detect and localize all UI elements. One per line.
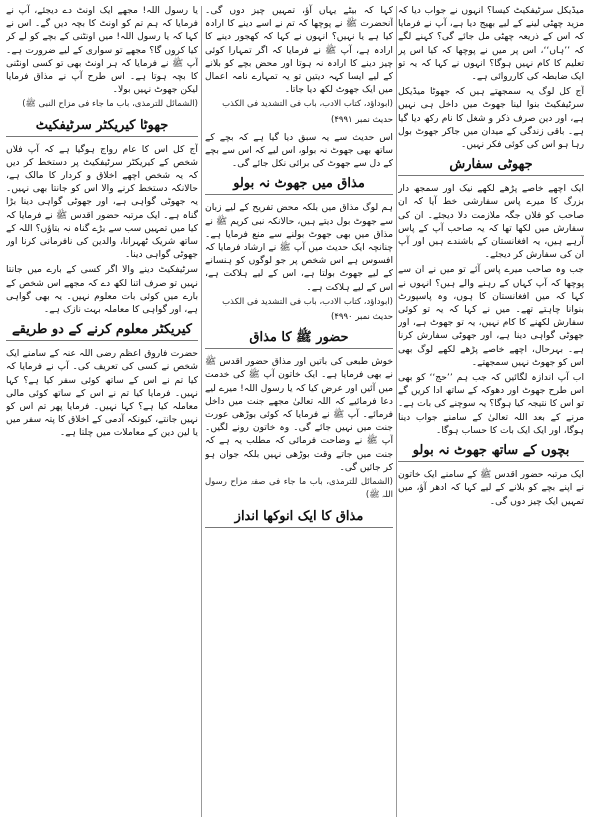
paragraph: اس حدیث سے یہ سبق دیا گیا ہے کہ بچے کے ساتھ بھی جھوٹ نہ بولو، اس لیے کہ اس سے بچے کے دل سے جھوٹ کی برائی نکل جائے گی۔ bbox=[205, 131, 393, 170]
column-divider bbox=[201, 6, 202, 817]
citation: (الشمائل للترمذی، باب ما جاء فی صفۃ مزاح رسول اللہ ﷺ) bbox=[205, 477, 393, 501]
paragraph: آج کل اس کا عام رواج ہوگیا ہے کہ آپ فلاں شخص کے کیریکٹر سرٹیفکیٹ پر دستخط کر دیں کہ یہ شخص اچھے اخلاق و کردار کا مالک ہے، حالانکہ دستخط کرنے والا اس کو جانتا بھی نہیں۔ یہ جھوٹی گواہی ہے، اور جھوٹی گواہی دینا بڑا گناہ ہے۔ ایک مرتبہ حضور اقدس ﷺ نے فرمایا کہ کیا میں تمہیں سب سے بڑے گناہ نہ بتاؤں؟ اللہ کے ساتھ شریک ٹھہرانا، والدین کی نافرمانی کرنا اور جھوٹی گواہی دینا۔ bbox=[6, 143, 198, 261]
section-heading: مذاق میں جھوٹ نہ بولو bbox=[205, 176, 393, 195]
paragraph: خوش طبعی کی باتیں اور مذاق حضور اقدس ﷺ نے بھی فرمایا ہے۔ ایک خاتون آپ ﷺ کی خدمت میں آئیں اور عرض کیا کہ یا رسول اللہ! میرے لیے دعا فرمائیے کہ اللہ تعالیٰ مجھے جنت میں داخل فرمائے۔ آپ ﷺ نے فرمایا کہ کوئی بوڑھی عورت جنت میں نہیں جائے گی۔ وہ خاتون رونے لگیں۔ آپ ﷺ نے وضاحت فرمائی کہ مطلب یہ ہے کہ جنت میں جاتے وقت بوڑھی نہیں بلکہ جوان ہو کر جائیں گی۔ bbox=[205, 356, 393, 473]
middle-column bbox=[205, 4, 393, 819]
section-heading: جھوٹا کیریکٹر سرٹیفکیٹ bbox=[6, 118, 198, 137]
heading-text: حضور ﷺ کا مذاق bbox=[249, 330, 349, 346]
section-heading: کیریکٹر معلوم کرنے کے دو طریقے bbox=[6, 322, 198, 341]
left-column bbox=[6, 4, 198, 819]
column-divider bbox=[396, 6, 397, 817]
right-column bbox=[398, 4, 584, 819]
paragraph: جب وہ صاحب میرے پاس آئے تو میں نے ان سے پوچھا کہ آپ کہاں کے رہنے والے ہیں؟ انہوں نے کہا کہ میں افغانستان کا ہوں، وہ پاسپورٹ بنوانا چاہتے تھے۔ میں نے کہا کہ یہ تو کوئی سفارش لکھنے کا کام نہیں، یہ تو جھوٹ ہے، اور جھوٹی گواہی دینا ہے، اور جھوٹی سفارش کرنا ہے۔ بہرحال، اچھے خاصے پڑھے لکھے لوگ بھی اس کو جھوٹ نہیں سمجھتے۔ bbox=[398, 264, 584, 368]
paragraph: حضرت فاروق اعظم رضی اللہ عنہ کے سامنے ایک شخص نے کسی کی تعریف کی۔ آپ نے فرمایا کہ کیا تم نے اس کے ساتھ کوئی سفر کیا ہے؟ کہا نہیں۔ فرمایا کیا تم نے اس کے ساتھ کوئی مالی معاملہ کیا ہے؟ کہا نہیں۔ فرمایا پھر تم اس کو نہیں جانتے، کیونکہ آدمی کے اخلاق کا پتہ سفر میں یا لین دین کے معاملات میں چلتا ہے۔ bbox=[6, 348, 198, 439]
paragraph: میڈیکل سرٹیفکیٹ کیسا؟ انہوں نے جواب دیا کہ مزید چھٹی لینے کے لیے بھیج دیا ہے، آپ نے فرمایا کہ اس کے ذریعہ چھٹی مل جائے گی؟ کہنے لگے کہ ’’ہاں‘‘، اس پر میں نے پوچھا کہ کیا اس پر تعلیم کا کام نہیں ہوگا؟ انہوں نے کہا کہ یہ تو ایک ضابطہ کی کارروائی ہے۔ bbox=[398, 5, 584, 83]
section-heading: جھوٹی سفارش bbox=[398, 157, 584, 176]
citation: (الشمائل للترمذی، باب ما جاء فی مزاح النبی ﷺ) bbox=[22, 99, 198, 110]
section-heading: مذاق کا ایک انوکھا انداز bbox=[205, 509, 393, 528]
citation-number: حدیث نمبر ۴۹۹۰) bbox=[331, 312, 393, 323]
paragraph: اب آپ اندازہ لگائیں کہ جب ہم ’’حج‘‘ کو بھی اس طرح جھوٹ اور دھوکہ کے ساتھ ادا کریں گے تو اس کا نتیجہ کیا ہوگا؟ یہ سوچنے کی بات ہے۔ مرنے کے بعد اللہ تعالیٰ کے سامنے جواب دینا ہوگا، اور ایک ایک بات کا حساب ہوگا۔ bbox=[398, 372, 584, 436]
paragraph: ہم لوگ مذاق میں بلکہ محض تفریح کے لیے زبان سے جھوٹ بول دیتے ہیں، حالانکہ نبی کریم ﷺ نے مذاق میں بھی جھوٹ بولنے سے منع فرمایا ہے۔ چنانچہ ایک حدیث میں آپ ﷺ نے ارشاد فرمایا کہ افسوس ہے اس شخص پر جو لوگوں کو ہنسانے کے لیے جھوٹ بولتا ہے، اس کے لیے ہلاکت ہے، اس کے لیے ہلاکت ہے۔ bbox=[205, 202, 393, 293]
paragraph: ایک اچھے خاصے پڑھے لکھے نیک اور سمجھ دار بزرگ کا میرے پاس سفارشی خط آیا کہ ان صاحب کو فلاں جگہ ملازمت دلا دیجئے۔ ان کی سفارش میں لکھا تھا کہ یہ صاحب آپ کے پاس آرہے ہیں، یہ افغانستان کے باشندے ہیں اور آپ ان کی سفارش کر دیجئے۔ bbox=[398, 183, 584, 261]
paragraph: یا رسول اللہ! مجھے ایک اونٹ دے دیجئے، آپ نے فرمایا کہ ہم تم کو اونٹ کا بچہ دیں گے۔ اس نے کہا کہ یا رسول اللہ! میں اونٹنی کے بچے کو لے کر کیا کروں گا؟ مجھے تو سواری کے لیے ضرورت ہے۔ آپ ﷺ نے فرمایا کہ ہر اونٹ بھی تو کسی اونٹنی کا بچہ ہوتا ہے۔ اس طرح آپ نے مذاق فرمایا لیکن جھوٹ نہیں بولا۔ bbox=[6, 5, 198, 96]
citation: (ابوداؤد، کتاب الادب، باب فی التشدید فی الکذب bbox=[222, 99, 393, 110]
paragraph: سرٹیفکیٹ دینے والا اگر کسی کے بارے میں جانتا نہیں تو صرف اتنا لکھ دے کہ مجھے اس شخص کے بارے میں کوئی بات معلوم نہیں۔ یہ بھی گواہی ہے، اور گواہی کا معاملہ بہت نازک ہے۔ bbox=[6, 264, 198, 316]
citation-number: حدیث نمبر ۴۹۹۱) bbox=[331, 114, 393, 125]
citation: (ابوداؤد، کتاب الادب، باب فی التشدید فی الکذب bbox=[222, 296, 393, 307]
paragraph: ایک مرتبہ حضور اقدس ﷺ کے سامنے ایک خاتون نے اپنے بچے کو بلانے کے لیے کہا کہ ادھر آؤ، میں تمہیں ایک چیز دوں گی۔ bbox=[398, 469, 584, 507]
section-heading bbox=[205, 330, 393, 349]
section-heading: بچوں کے ساتھ جھوٹ نہ بولو bbox=[398, 443, 584, 462]
paragraph: کہا کہ بیٹے یہاں آؤ، تمہیں چیز دوں گی۔ آنحضرت ﷺ نے پوچھا کہ تم نے اسے دینے کا ارادہ کیا ہے یا نہیں؟ انہوں نے کہا کہ کھجور دینے کا ارادہ ہے، آپ ﷺ نے فرمایا کہ اگر تمہارا کوئی چیز دینے کا ارادہ نہ ہوتا اور محض بچے کو بلانے کے لیے ایسا کہہ دیتیں تو یہ تمہارے نامہ اعمال میں ایک جھوٹ لکھ دیا جاتا۔ bbox=[205, 5, 393, 96]
paragraph: آج کل لوگ یہ سمجھتے ہیں کہ جھوٹا میڈیکل سرٹیفکیٹ بنوا لینا جھوٹ میں داخل ہی نہیں ہے، اور دین صرف ذکر و شغل کا نام رکھ دیا گیا ہے۔ باقی زندگی کے میدان میں جاکر جھوٹ بول رہا ہو اس کی کوئی فکر نہیں۔ bbox=[398, 86, 584, 151]
